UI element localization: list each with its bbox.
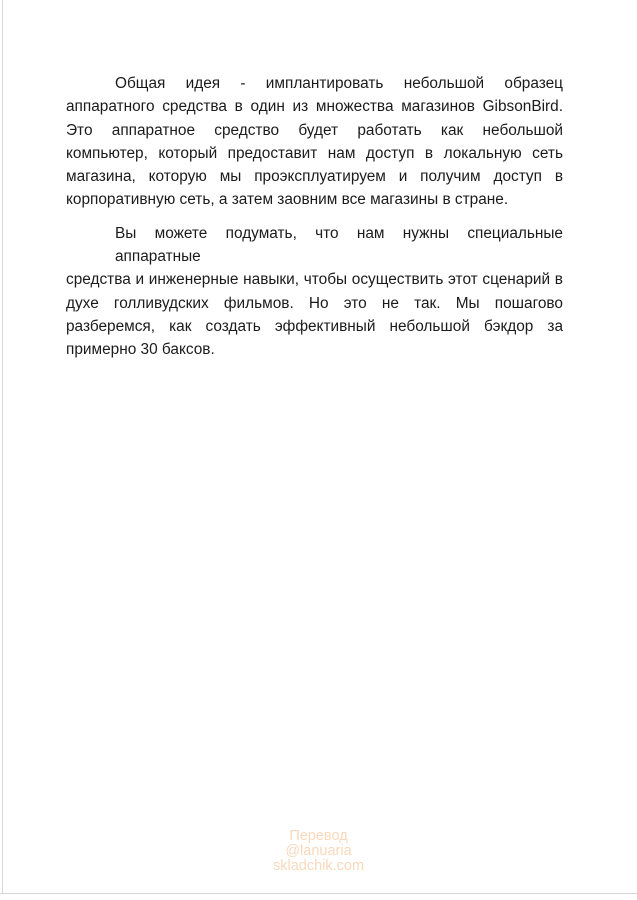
watermark-line-translation: Перевод [289, 828, 348, 844]
translator-watermark [0, 829, 637, 874]
text-line: корпоративную сеть, а затем заовним все магазины в стране. [66, 191, 509, 209]
text-line: аппаратного средства в один из множества магазинов GibsonBird. [66, 98, 563, 116]
paragraph-1 [66, 72, 563, 212]
text-line: магазина, которую мы проэксплуатируем и получим доступ в [66, 168, 563, 186]
text-line: разберемся, как создать эффективный небольшой бэкдор за [66, 317, 563, 335]
paragraph-2 [66, 222, 563, 362]
text-line: примерно 30 баксов. [66, 341, 215, 359]
text-line: Это аппаратное средство будет работать как небольшой [66, 121, 563, 139]
watermark-line-author: @lanuaria [285, 843, 352, 859]
text-line: Вы можете подумать, что нам нужны специальные аппаратные [115, 224, 563, 266]
text-line: средства и инженерные навыки, чтобы осуществить этот сценарий в [66, 271, 563, 289]
text-line: Общая идея - имплантировать небольшой образец [115, 75, 563, 92]
text-line: компьютер, который предоставит нам доступ в локальную сеть [66, 144, 563, 162]
page-edge-left [2, 0, 3, 894]
text-line: духе голливудских фильмов. Но это не так. Мы пошагово [66, 294, 563, 312]
watermark-line-site: skladchik.com [272, 858, 365, 874]
body-text [66, 72, 563, 362]
page-edge-bottom [0, 893, 637, 894]
